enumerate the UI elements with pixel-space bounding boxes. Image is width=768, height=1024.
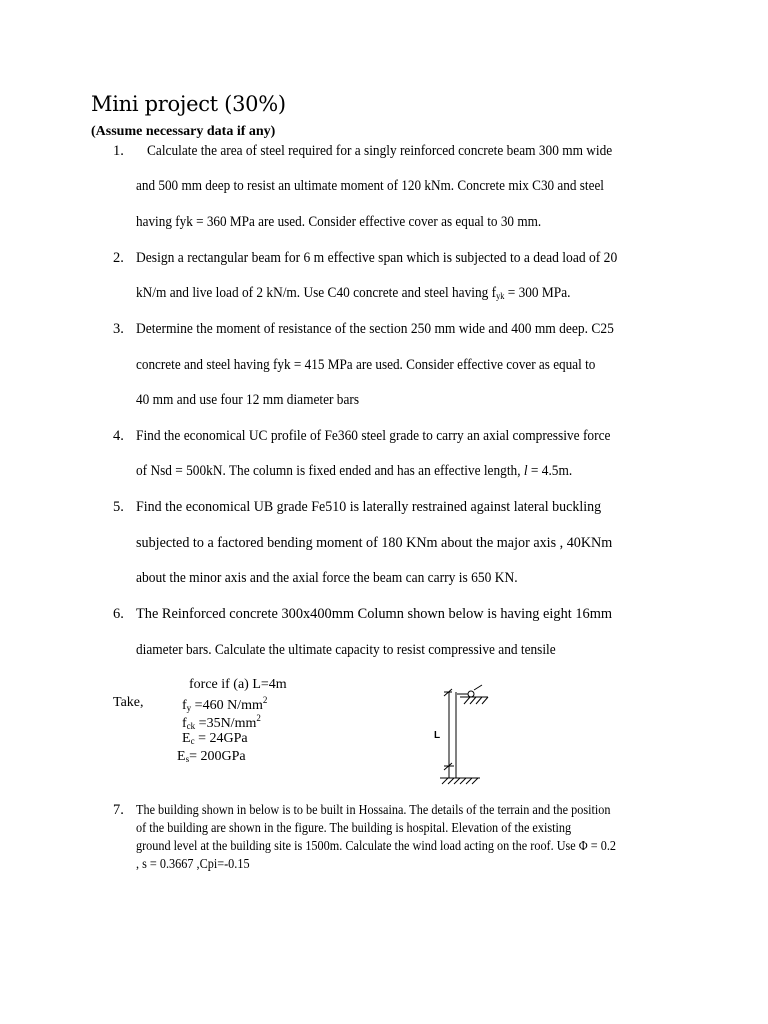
fck-subscript: ck (186, 721, 196, 731)
page-subtitle: (Assume necessary data if any) (91, 124, 276, 139)
question-4-number: 4. (113, 428, 124, 444)
fyk-subscript: yk (496, 291, 505, 301)
es-value: = 200GPa (189, 749, 246, 764)
param-fy (182, 695, 267, 714)
length-label: L (434, 730, 441, 741)
fy-superscript: 2 (262, 695, 268, 705)
length-symbol: l (523, 463, 528, 479)
question-3-line-1: Determine the moment of resistance of the section 250 mm wide and 400 mm deep. C25 (136, 321, 614, 337)
fck-value: =35N/mm (195, 716, 257, 731)
fy-subscript: y (186, 703, 192, 713)
question-3-line-3: 40 mm and use four 12 mm diameter bars (136, 392, 360, 408)
take-label: Take, (113, 695, 144, 710)
question-7-line-4: , s = 0.3667 ,Cpi=-0.15 (136, 856, 250, 871)
ec-subscript: c (190, 736, 195, 746)
question-7-line-1: The building shown in below is to be built in Hossaina. The details of the terrain and the position (136, 802, 611, 817)
question-4-line-2-end: = 4.5m. (527, 463, 573, 479)
question-2-line-2 (136, 285, 570, 302)
top-end-marks (444, 689, 452, 696)
question-7-line-2: of the building are shown in the figure. The building is hospital. Elevation of the existing (136, 820, 572, 835)
question-1-line-2: and 500 mm deep to resist an ultimate moment of 120 kNm. Concrete mix C30 and steel (136, 178, 604, 194)
question-4-line-2-text: of Nsd = 500kN. The column is fixed ended and has an effective length, (136, 463, 524, 479)
question-1-line-3: having fyk = 360 MPa are used. Consider effective cover as equal to 30 mm. (136, 214, 542, 230)
question-1-line-1: Calculate the area of steel required for a singly reinforced concrete beam 300 mm wide (147, 143, 613, 159)
question-7-number: 7. (113, 802, 124, 818)
top-support-hatch (457, 685, 488, 704)
ec-value: = 24GPa (194, 731, 248, 746)
question-2-line-2-text: kN/m and live load of 2 kN/m. Use C40 concrete and steel having f (136, 285, 497, 301)
fy-value: =460 N/mm (191, 698, 263, 713)
column-diagram (430, 680, 500, 785)
question-2-line-2-end: = 300 MPa. (504, 285, 571, 301)
question-6-line-1: The Reinforced concrete 300x400mm Column shown below is having eight 16mm (136, 606, 613, 622)
question-3-number: 3. (113, 321, 124, 337)
question-7-line-3: ground level at the building site is 1500m. Calculate the wind load acting on the roof. Use Φ = 0.2 (136, 838, 617, 853)
question-3-line-2: concrete and steel having fyk = 415 MPa are used. Consider effective cover as equal to (136, 357, 596, 373)
fy-symbol: f (182, 698, 187, 713)
question-6-line-2: diameter bars. Calculate the ultimate capacity to resist compressive and tensile (136, 642, 556, 658)
fck-symbol: f (182, 716, 187, 731)
ec-symbol: E (182, 731, 191, 746)
question-6-number: 6. (113, 606, 124, 622)
question-5-number: 5. (113, 499, 124, 515)
param-ec (182, 731, 248, 747)
bottom-support-hatch (440, 763, 480, 784)
fck-superscript: 2 (256, 713, 261, 723)
es-subscript: s (185, 754, 190, 764)
question-5-line-2: subjected to a factored bending moment of 180 KNm about the major axis , 40KNm (136, 535, 613, 551)
question-5-line-3: about the minor axis and the axial force the beam can carry is 650 KN. (136, 570, 518, 586)
question-2-line-1: Design a rectangular beam for 6 m effective span which is subjected to a dead load of 20 (136, 250, 618, 266)
param-fck (182, 713, 261, 732)
question-2-number: 2. (113, 250, 124, 266)
param-es (177, 749, 246, 765)
es-symbol: E (177, 749, 186, 764)
question-5-line-1: Find the economical UB grade Fe510 is laterally restrained against lateral buckling (136, 499, 602, 515)
page-title: Mini project (30%) (91, 92, 286, 116)
question-4-line-2 (136, 463, 572, 480)
question-4-line-1: Find the economical UC profile of Fe360 steel grade to carry an axial compressive force (136, 428, 611, 444)
question-1-number: 1. (113, 143, 124, 159)
question-6-force-line: force if (a) L=4m (189, 677, 287, 692)
